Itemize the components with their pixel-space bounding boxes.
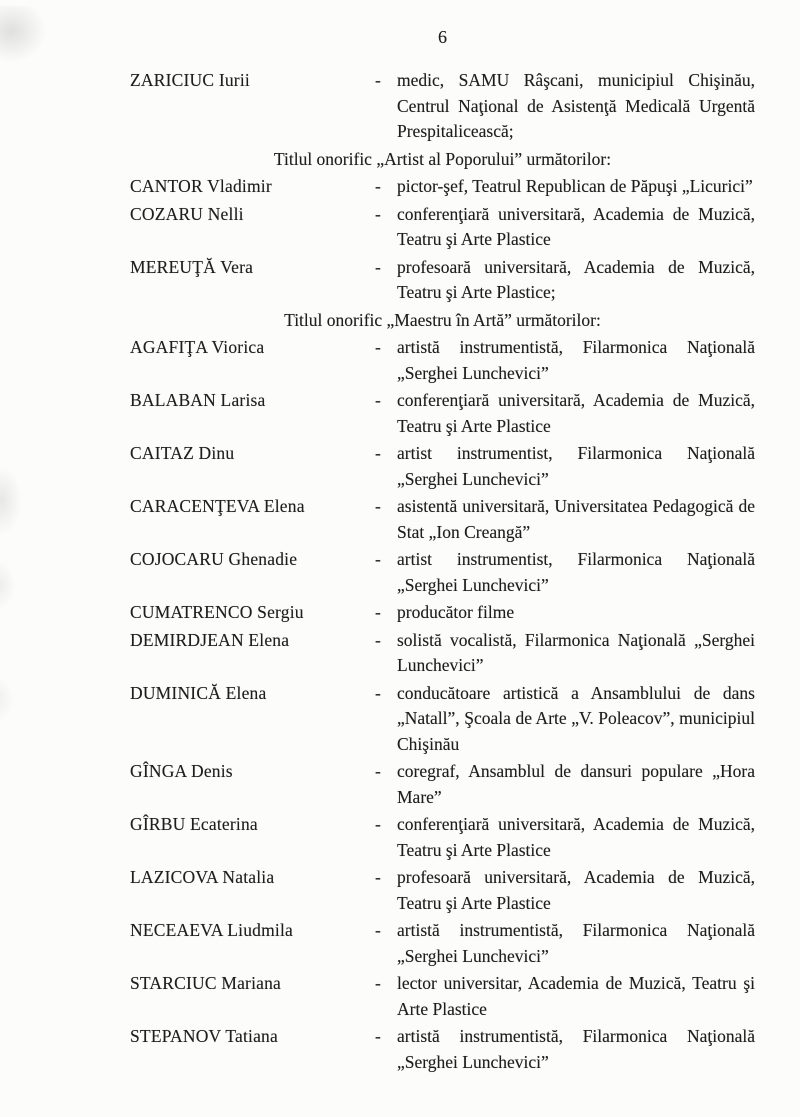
person-name: STARCIUC Mariana: [130, 973, 282, 993]
dash-separator: -: [375, 920, 381, 940]
person-description: solistă vocalistă, Filarmonica Naţională „Serghei Lunchevici”: [397, 629, 755, 675]
dash-separator: -: [375, 176, 381, 196]
person-name: BALABAN Larisa: [130, 390, 266, 410]
person-name: MEREUŢĂ Vera: [130, 256, 254, 277]
honoree-entry-row: [130, 759, 755, 810]
person-name: NECEAEVA Liudmila: [130, 920, 294, 940]
honoree-entry-row: [130, 971, 755, 1022]
scan-smudge-left-edge: [0, 560, 16, 610]
person-description: medic, SAMU Râşcani, municipiul Chişinău, Centrul Naţional de Asistenţă Medicală Urgentă Prespitalicească;: [397, 70, 755, 141]
honoree-entry-row: [130, 918, 755, 969]
person-description: artistă instrumentistă, Filarmonica Naţională „Serghei Lunchevici”: [397, 920, 755, 966]
scan-smudge-left-edge: [0, 466, 22, 536]
honoree-entry-row: [130, 600, 755, 626]
dash-separator: -: [375, 682, 381, 703]
honoree-entry-row: [130, 494, 755, 545]
person-description: conferenţiară universitară, Academia de Muzică, Teatru şi Arte Plastice: [397, 203, 755, 249]
person-description: conducătoare artistică a Ansamblului de dans „Natall”, Şcoala de Arte „V. Poleacov”, municipiul Chişinău: [397, 682, 755, 754]
scan-smudge-left-edge: [0, 676, 14, 722]
person-description: artist instrumentist, Filarmonica Naţională „Serghei Lunchevici”: [397, 443, 755, 489]
honoree-entry-row: [130, 1024, 755, 1075]
person-description: producător filme: [397, 602, 515, 622]
honoree-entry-row: [130, 628, 755, 679]
person-name: ZARICIUC Iurii: [130, 70, 250, 90]
person-name: DUMINICĂ Elena: [130, 682, 267, 703]
person-description: conferenţiară universitară, Academia de Muzică, Teatru şi Arte Plastice: [397, 390, 755, 436]
document-page: [130, 0, 755, 1077]
dash-separator: -: [375, 629, 381, 650]
dash-separator: -: [375, 867, 381, 887]
person-name: AGAFIŢA Viorica: [130, 337, 265, 357]
honoree-entry-row: [130, 174, 755, 200]
person-description: artistă instrumentistă, Filarmonica Naţională „Serghei Lunchevici”: [397, 337, 755, 383]
person-description: conferenţiară universitară, Academia de Muzică, Teatru şi Arte Plastice: [397, 814, 755, 860]
person-name: COZARU Nelli: [130, 203, 244, 224]
person-description: lector universitar, Academia de Muzică, Teatru şi Arte Plastice: [397, 973, 755, 1019]
dash-separator: -: [375, 602, 381, 622]
person-description: coregraf, Ansamblul de dansuri populare „Hora Mare”: [397, 761, 755, 807]
dash-separator: -: [375, 761, 381, 781]
person-name: CANTOR Vladimir: [130, 176, 272, 196]
honoree-entry-row: [130, 68, 755, 145]
person-description: artist instrumentist, Filarmonica Naţională „Serghei Lunchevici”: [397, 549, 755, 595]
section-heading: Titlul onorific „Artist al Poporului” următorilor:: [273, 148, 612, 169]
person-name: STEPANOV Tatiana: [130, 1026, 278, 1046]
person-name: GÎRBU Ecaterina: [130, 814, 258, 834]
person-description: profesoară universitară, Academia de Muzică, Teatru şi Arte Plastice: [397, 867, 755, 913]
page-number: 6: [438, 27, 447, 47]
scan-smudge-top-left: [0, 6, 46, 62]
honoree-entry-row: [130, 441, 755, 492]
honoree-entry-row: [130, 865, 755, 916]
person-name: DEMIRDJEAN Elena: [130, 629, 290, 650]
dash-separator: -: [375, 1026, 381, 1046]
person-name: LAZICOVA Natalia: [130, 867, 275, 887]
dash-separator: -: [375, 443, 381, 463]
person-description: asistentă universitară, Universitatea Pedagogică de Stat „Ion Creangă”: [397, 496, 755, 542]
dash-separator: -: [375, 549, 381, 569]
person-description: profesoară universitară, Academia de Muzică, Teatru şi Arte Plastice;: [397, 256, 755, 302]
dash-separator: -: [375, 256, 381, 277]
honoree-entry-row: [130, 681, 755, 758]
dash-separator: -: [375, 973, 381, 993]
dash-separator: -: [375, 203, 381, 224]
person-name: GÎNGA Denis: [130, 761, 233, 781]
honoree-entry-row: [130, 335, 755, 386]
dash-separator: -: [375, 70, 381, 90]
person-name: COJOCARU Ghenadie: [130, 549, 298, 569]
honoree-entry-row: [130, 547, 755, 598]
honoree-entry-row: [130, 255, 755, 306]
honoree-entry-row: [130, 202, 755, 253]
person-description: artistă instrumentistă, Filarmonica Naţională „Serghei Lunchevici”: [397, 1026, 755, 1072]
person-description: pictor-şef, Teatrul Republican de Păpuşi „Licurici”: [397, 176, 753, 196]
honoree-entry-row: [130, 388, 755, 439]
dash-separator: -: [375, 496, 381, 516]
section-heading: Titlul onorific „Maestru în Artă” următorilor:: [284, 309, 601, 330]
person-name: CUMATRENCO Sergiu: [130, 602, 304, 622]
person-name: CARACENŢEVA Elena: [130, 496, 305, 516]
dash-separator: -: [375, 390, 381, 410]
honoree-entry-row: [130, 812, 755, 863]
document-body: [130, 68, 755, 1075]
dash-separator: -: [375, 337, 381, 357]
person-name: CAITAZ Dinu: [130, 443, 235, 463]
dash-separator: -: [375, 814, 381, 834]
